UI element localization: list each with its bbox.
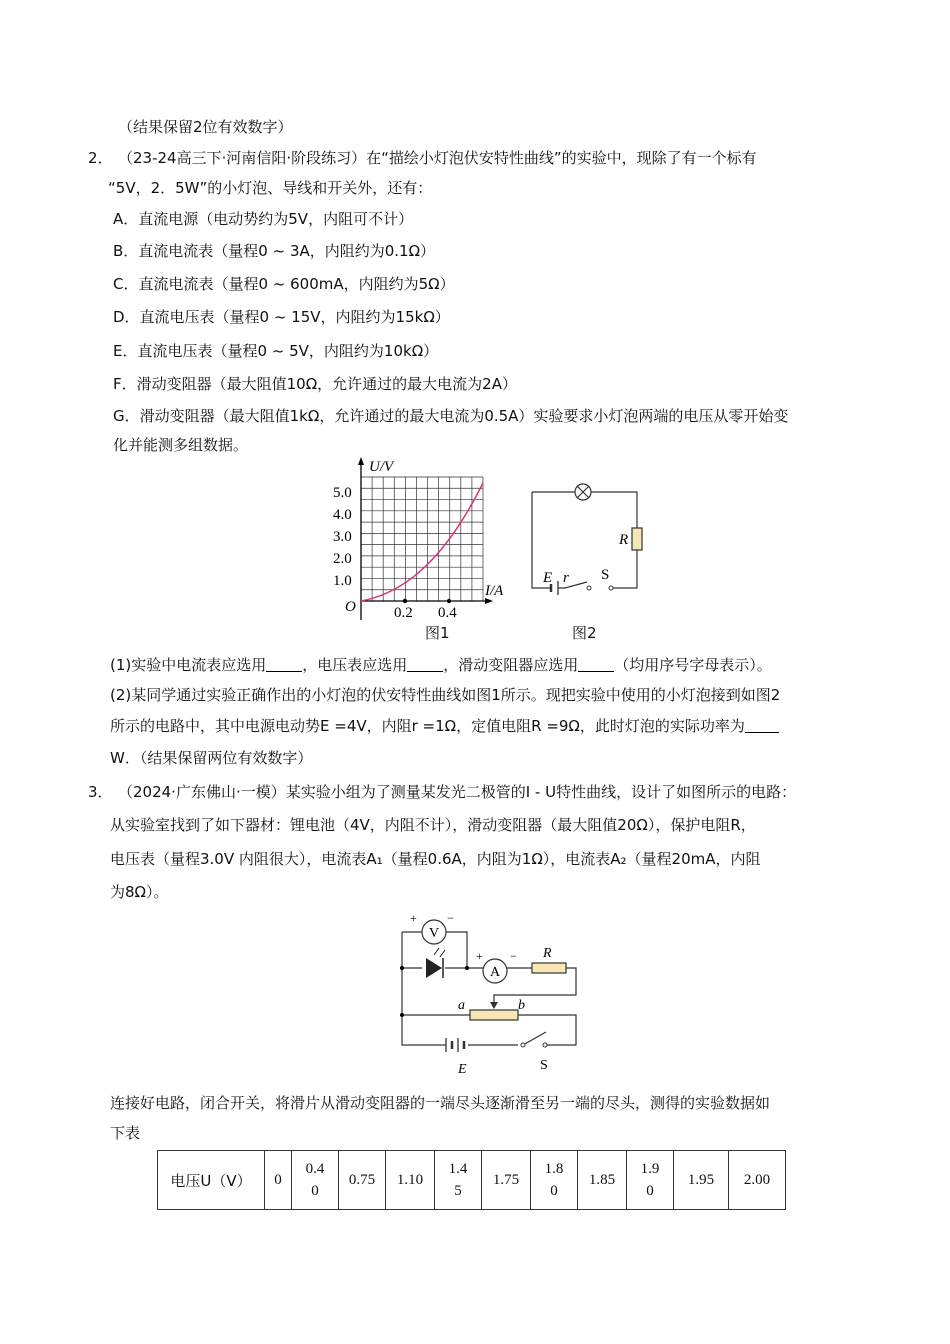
result-note: （结果保留2位有效数字） [118, 118, 293, 136]
answer-blank-voltmeter[interactable] [407, 657, 443, 672]
figure-1-graph [325, 455, 515, 645]
label-r: r [563, 570, 569, 586]
subq2-text: 所示的电路中，其中电源电动势E =4V，内阻r =1Ω，定值电阻R =9Ω，此时灯泡的实际功率为 [110, 717, 745, 735]
ammeter-minus: − [510, 949, 517, 963]
option-e: E．直流电压表（量程0 ~ 5V，内阻约为10kΩ） [113, 342, 439, 360]
table-cell: 0 [265, 1151, 292, 1210]
question-2-line-1: （23-24高三下·河南信阳·阶段练习）在“描绘小灯泡伏安特性曲线”的实验中，现除了有一个标有 [118, 149, 757, 167]
label-b: b [518, 998, 525, 1013]
subquestion-2-line-1: (2)某同学通过实验正确作出的小灯泡的伏安特性曲线如图1所示。现把实验中使用的小灯泡接到如图2 [110, 686, 781, 704]
question-3-line-6: 下表 [110, 1124, 141, 1142]
answer-blank-power[interactable] [745, 718, 779, 733]
figure-2-caption: 图2 [572, 624, 597, 642]
option-a: A．直流电源（电动势约为5V，内阻可不计） [113, 210, 414, 228]
y-tick-label: 4.0 [333, 507, 352, 523]
battery-icon [440, 1038, 464, 1052]
question-3-line-2: 从实验室找到了如下器材：锂电池（4V，内阻不计），滑动变阻器（最大阻值20Ω），保护电阻R， [110, 816, 756, 834]
voltmeter-plus: + [410, 911, 417, 925]
question-3-number: 3． [88, 783, 113, 801]
option-g-cont: 化并能测多组数据。 [113, 436, 249, 454]
x-tick-label: 0.2 [394, 605, 413, 621]
resistor-icon [632, 528, 642, 550]
option-f: F．滑动变阻器（最大阻值10Ω，允许通过的最大电流为2A） [113, 375, 517, 393]
ammeter-plus: + [476, 949, 483, 963]
y-axis-label: U/V [369, 459, 394, 475]
y-tick-label: 3.0 [333, 529, 352, 545]
subq1-text-d: （均用序号字母表示）。 [614, 656, 772, 674]
label-R: R [543, 946, 552, 961]
y-tick-label: 2.0 [333, 551, 352, 567]
figure-1-caption: 图1 [425, 624, 450, 642]
subq1-text-c: ，滑动变阻器应选用 [443, 656, 579, 674]
table-cell: 1.10 [386, 1151, 435, 1210]
label-E: E [458, 1062, 467, 1077]
led-icon [426, 958, 442, 978]
table-header-cell: 电压U（V） [158, 1151, 265, 1210]
option-b: B．直流电流表（量程0 ~ 3A，内阻约为0.1Ω） [113, 242, 436, 260]
iv-curve [361, 483, 483, 601]
table-cell: 0.4 0 [292, 1151, 339, 1210]
graph-grid [361, 477, 483, 601]
question-2-number: 2． [88, 149, 113, 167]
table-cell: 0.75 [339, 1151, 386, 1210]
table-cell: 1.95 [674, 1151, 729, 1210]
label-a: a [458, 998, 465, 1013]
question-3-line-4: 为8Ω）。 [110, 883, 169, 901]
x-tick-label: 0.4 [438, 605, 457, 621]
y-tick-label: 5.0 [333, 485, 352, 501]
subq1-text-a: (1)实验中电流表应选用 [110, 656, 267, 674]
table-cell: 1.4 5 [435, 1151, 482, 1210]
option-d: D．直流电压表（量程0 ~ 15V，内阻约为15kΩ） [113, 308, 450, 326]
table-cell: 1.75 [482, 1151, 531, 1210]
subquestion-1 [110, 654, 772, 676]
answer-blank-rheostat[interactable] [578, 657, 614, 672]
table-row [158, 1151, 786, 1210]
x-axis-label: I/A [485, 583, 504, 599]
option-g: G．滑动变阻器（最大阻值1kΩ，允许通过的最大电流为0.5A）实验要求小灯泡两端的电压从零开始变 [113, 407, 789, 425]
rheostat-icon [470, 1010, 518, 1020]
table-cell: 1.9 0 [627, 1151, 674, 1210]
table-cell: 2.00 [729, 1151, 786, 1210]
switch-icon [587, 586, 591, 590]
question-3-line-5: 连接好电路，闭合开关，将滑片从滑动变阻器的一端尽头逐渐滑至另一端的尽头，测得的实验数据如 [110, 1094, 771, 1112]
switch-icon [521, 1043, 525, 1047]
option-c: C．直流电流表（量程0 ~ 600mA，内阻约为5Ω） [113, 275, 455, 293]
subquestion-2-line-3: W．（结果保留两位有效数字） [110, 749, 313, 767]
label-S: S [540, 1058, 548, 1073]
x-tick-dot [447, 599, 451, 603]
voltmeter-minus: − [447, 911, 454, 925]
origin-label: O [345, 599, 356, 615]
slider-arrow-icon [490, 1002, 498, 1009]
label-S: S [601, 567, 610, 583]
table-cell: 1.85 [578, 1151, 627, 1210]
voltmeter-label: V [429, 926, 440, 941]
answer-blank-ammeter[interactable] [266, 657, 302, 672]
subq1-text-b: ，电压表应选用 [302, 656, 408, 674]
question-3-line-1: （2024·广东佛山·一模）某实验小组为了测量某发光二极管的I - U特性曲线，设计了如图所示的电路： [118, 783, 797, 801]
protective-resistor-icon [532, 963, 566, 973]
x-tick-dot [403, 599, 407, 603]
data-table [157, 1150, 786, 1210]
figure-3-circuit [390, 905, 590, 1085]
table-cell: 1.8 0 [531, 1151, 578, 1210]
label-R: R [619, 532, 629, 548]
figure-2-circuit [525, 478, 650, 598]
subquestion-2-line-2 [110, 715, 779, 737]
question-2-line-2: “5V，2．5W”的小灯泡、导线和开关外，还有： [108, 179, 433, 197]
y-tick-label: 1.0 [333, 573, 352, 589]
ammeter-label: A [490, 965, 501, 980]
y-axis-arrow-icon [358, 457, 364, 465]
label-E: E [543, 570, 553, 586]
question-3-line-3: 电压表（量程3.0V 内阻很大），电流表A₁（量程0.6A，内阻为1Ω），电流表A₂（量程20mA，内阻 [110, 850, 761, 868]
